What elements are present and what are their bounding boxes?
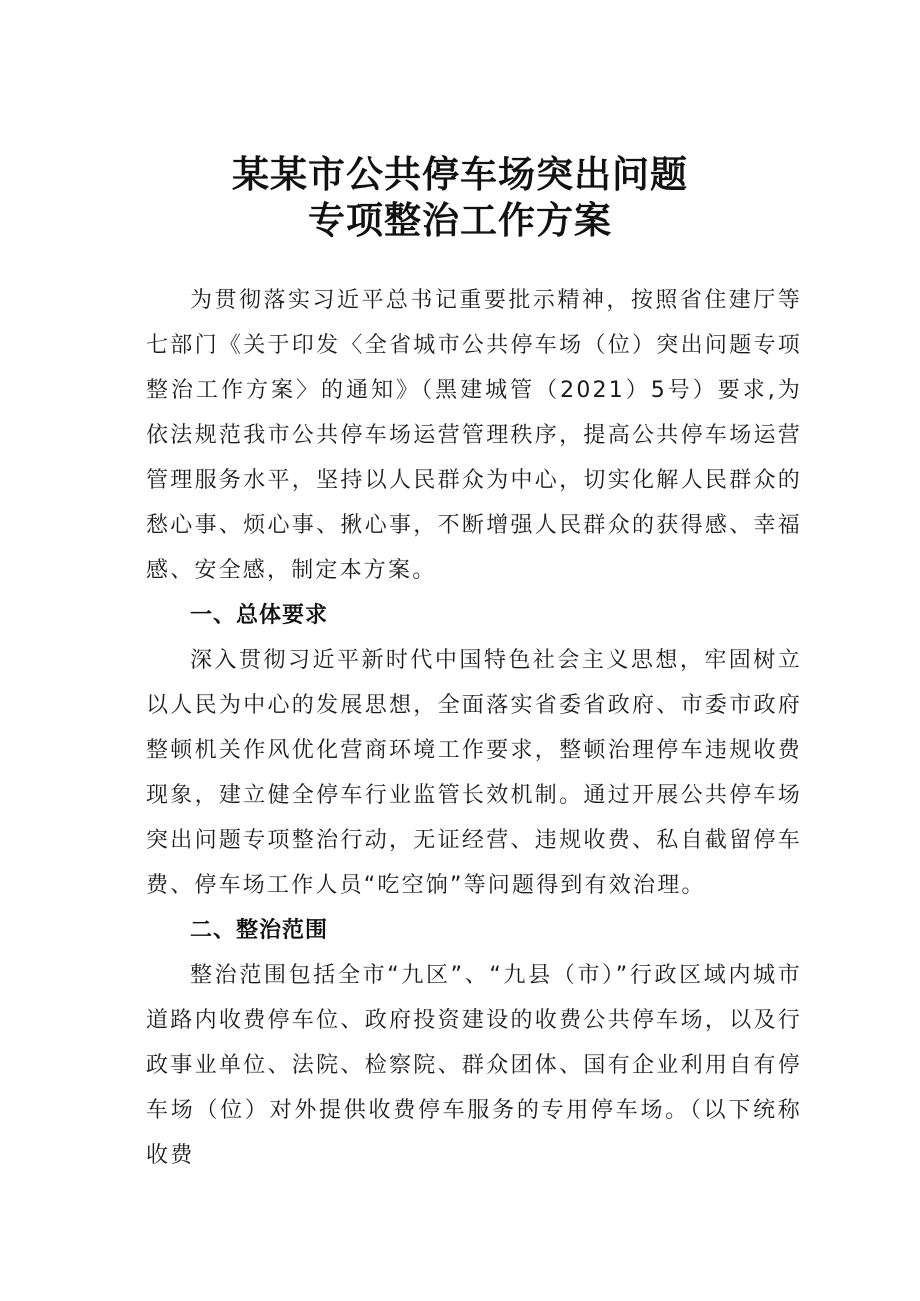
intro-paragraph: 为贯彻落实习近平总书记重要批示精神，按照省住建厅等七部门《关于印发〈全省城市公共停车场（位）突出问题专项整治工作方案〉的通知》（黑建城管（2021）5号）要求,为依法规范我市公共停车场运营管理秩序，提高公共停车场运营管理服务水平，坚持以人民群众为中心，切实化解人民群众的愁心事、烦心事、揪心事，不断增强人民群众的获得感、幸福感、安全感，制定本方案。 — [146, 288, 802, 583]
document-title-line2: 专项整治工作方案 — [308, 198, 612, 242]
section-heading-scope: 二、整治范围 — [190, 918, 329, 943]
section-heading-general-requirements: 一、总体要求 — [190, 603, 329, 628]
section2-paragraph: 整治范围包括全市“九区”、“九县（市）”行政区域内城市道路内收费停车位、政府投资建设的收费公共停车场，以及行政事业单位、法院、检察院、群众团体、国有企业利用自有停车场（位）对外提供收费停车服务的专用停车场。（以下统称收费 — [146, 963, 802, 1168]
document-body — [146, 278, 802, 1178]
section1-paragraph: 深入贯彻习近平新时代中国特色社会主义思想，牢固树立以人民为中心的发展思想，全面落实省委省政府、市委市政府整顿机关作风优化营商环境工作要求，整顿治理停车违规收费现象，建立健全停车行业监管长效机制。通过开展公共停车场突出问题专项整治行动，无证经营、违规收费、私自截留停车费、停车场工作人员“吃空饷”等问题得到有效治理。 — [146, 648, 802, 898]
document-title-line1: 某某市公共停车场突出问题 — [232, 152, 688, 196]
